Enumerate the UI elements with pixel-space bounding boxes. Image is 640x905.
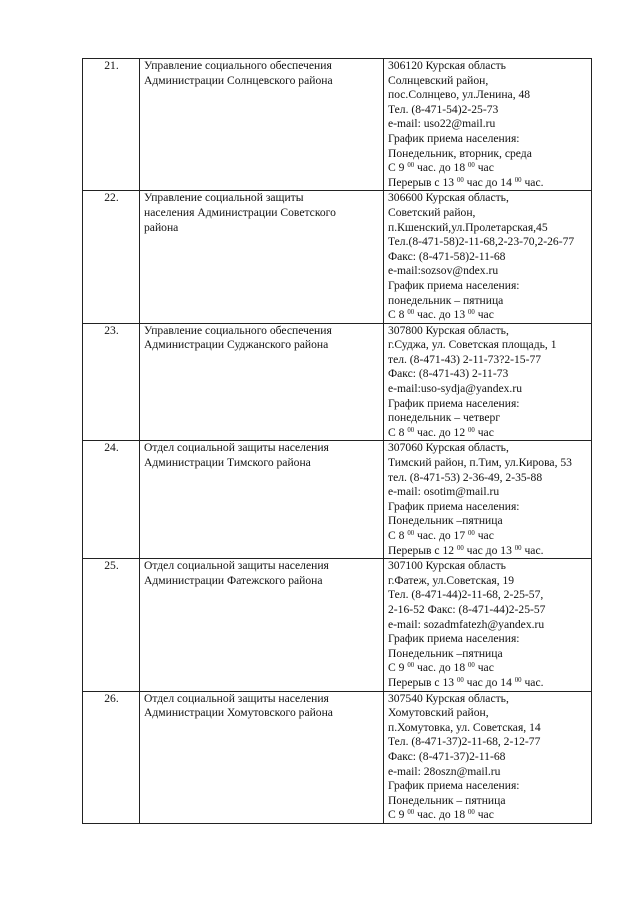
table-row [83,559,592,691]
contact-line [388,618,588,633]
contact-text: час. [521,543,544,557]
contact-line [388,471,588,486]
contact-text: 307540 Курская область, [388,691,509,705]
contact-text: Солнцевский район, [388,73,489,87]
contact-text: e-mail: 28oszn@mail.ru [388,764,501,778]
contact-line [388,485,588,500]
office-name-line: Отдел социальной защиты населения [144,559,329,573]
contact-line [388,750,588,765]
time-superscript: 00 [514,176,522,184]
contact-text: Тел. (8-471-54)2-25-73 [388,102,499,116]
contact-text: График приема населения: [388,278,520,292]
contact-line [388,161,588,176]
time-superscript: 00 [407,309,415,317]
contact-line [388,367,588,382]
contact-text: час [474,308,494,322]
office-name-line: Отдел социальной защиты населения [144,441,329,455]
office-contact-cell [384,691,592,823]
contact-text: час до 14 [463,175,515,189]
contact-line [388,661,588,676]
contact-text: Перерыв с 13 [388,675,457,689]
row-number: 23. [83,323,140,441]
contact-line [388,88,588,103]
contact-text: час. до 18 [414,161,469,175]
contact-text: 306600 Курская область, [388,191,509,205]
contact-text: Понедельник –пятница [388,646,503,660]
contact-line [388,676,588,691]
time-superscript: 00 [456,676,464,684]
contact-line [388,59,588,74]
contact-text: С 9 [388,808,408,822]
contact-text: час. [521,675,544,689]
contact-text: Факс: (8-471-43) 2-11-73 [388,367,509,381]
contact-line [388,808,588,823]
row-number: 21. [83,59,140,191]
row-number: 26. [83,691,140,823]
time-superscript: 00 [468,426,475,434]
contact-text: час. до 18 [414,808,469,822]
table-body [83,59,592,824]
contact-text: п.Хомутовка, ул. Советская, 14 [388,720,541,734]
contact-text: час. до 17 [414,529,469,542]
time-superscript: 00 [456,544,464,552]
contact-text: Понедельник –пятница [388,514,503,528]
contact-text: час. до 12 [414,425,469,439]
contact-text: Тел. (8-471-37)2-11-68, 2-12-77 [388,735,541,749]
contact-line [388,353,588,368]
contact-text: Тел.(8-471-58)2-11-68,2-23-70,2-26-77 [388,235,575,249]
contact-text: e-mail: sozadmfatezh@yandex.ru [388,617,545,631]
office-name-cell [140,441,384,559]
contact-text: e-mail: uso22@mail.ru [388,117,496,131]
office-name-cell [140,59,384,191]
contact-text: час [474,529,494,542]
contact-line [388,794,588,809]
contact-text: тел. (8-471-43) 2-11-73?2-15-77 [388,352,542,366]
contact-line [388,765,588,780]
contact-line [388,721,588,736]
office-name-cell [140,691,384,823]
contact-line [388,294,588,309]
time-superscript: 00 [407,162,415,170]
contact-text: пос.Солнцево, ул.Ленина, 48 [388,88,531,102]
office-name-line: Управление социального обеспечения [144,59,332,72]
contact-text: час. [521,175,544,189]
contact-text: тел. (8-471-53) 2-36-49, 2-35-88 [388,470,543,484]
contact-line [388,176,588,191]
contact-text: С 8 [388,425,408,439]
contact-line [388,206,588,221]
time-superscript: 00 [514,544,522,552]
contact-text: 2-16-52 Факс: (8-471-44)2-25-57 [388,602,546,616]
time-superscript: 00 [468,809,475,817]
time-superscript: 00 [407,662,415,670]
table-row [83,59,592,191]
contact-line [388,632,588,647]
office-name-cell [140,559,384,691]
contact-text: Факс: (8-471-37)2-11-68 [388,749,506,763]
contact-line [388,735,588,750]
office-contact-cell [384,323,592,441]
contact-line [388,779,588,794]
office-name-line: Отдел социальной защиты населения [144,691,329,705]
contact-line [388,191,588,206]
office-name-line: Администрации Хомутовского района [144,706,333,720]
office-name-line: Администрации Фатежского района [144,573,323,587]
contact-text: час до 13 [463,543,515,557]
contact-text: 307060 Курская область, [388,441,509,455]
contact-text: Хомутовский район, [388,706,489,720]
contact-line [388,250,588,265]
office-name-cell [140,323,384,441]
contact-text: час [474,808,494,822]
contact-line [388,308,588,323]
contact-line [388,500,588,515]
contact-line [388,574,588,589]
time-superscript: 00 [468,662,475,670]
contact-line [388,74,588,89]
contact-text: понедельник – четверг [388,411,501,425]
contact-text: Перерыв с 12 [388,543,457,557]
contact-text: График приема населения: [388,131,520,145]
contact-text: График приема населения: [388,396,520,410]
contact-text: г.Суджа, ул. Советская площадь, 1 [388,338,557,352]
contact-line [388,279,588,294]
offices-table [82,58,592,824]
contact-line [388,647,588,662]
contact-line [388,338,588,353]
contact-text: Перерыв с 13 [388,175,457,189]
contact-line [388,692,588,707]
office-name-line: Управление социальной защиты [144,191,304,205]
contact-line [388,426,588,441]
office-name-line: Администрации Солнцевского района [144,73,333,87]
contact-text: понедельник – пятница [388,293,504,307]
table-row [83,441,592,559]
office-name-line: Управление социального обеспечения [144,323,332,337]
contact-line [388,544,588,559]
contact-line [388,397,588,412]
office-name-line: Администрации Тимского района [144,456,311,470]
contact-line [388,147,588,162]
contact-line [388,411,588,426]
contact-line [388,603,588,618]
contact-text: час [474,425,494,439]
office-name-line: Администрации Суджанского района [144,338,329,352]
office-contact-cell [384,559,592,691]
contact-text: час [474,661,494,675]
contact-line [388,382,588,397]
contact-text: час. до 13 [414,308,469,322]
contact-text: Советский район, [388,205,476,219]
office-name-line: населения Администрации Советского [144,205,336,219]
contact-text: e-mail: osotim@mail.ru [388,485,500,499]
contact-text: Тимский район, п.Тим, ул.Кирова, 53 [388,456,572,470]
office-name-line: района [144,220,179,234]
contact-line [388,529,588,544]
contact-text: Понедельник, вторник, среда [388,146,532,160]
contact-text: час. до 18 [414,661,469,675]
contact-text: 306120 Курская область [388,59,506,72]
contact-line [388,221,588,236]
time-superscript: 00 [407,809,415,817]
contact-line [388,559,588,574]
row-number: 22. [83,191,140,323]
contact-text: e-mail:uso-sydja@yandex.ru [388,382,522,396]
contact-text: С 8 [388,308,408,322]
contact-text: С 8 [388,529,408,542]
contact-text: г.Фатеж, ул.Советская, 19 [388,573,515,587]
contact-text: п.Кшенский,ул.Пролетарская,45 [388,220,548,234]
contact-text: С 9 [388,661,408,675]
contact-line [388,264,588,279]
time-superscript: 00 [468,309,475,317]
contact-line [388,706,588,721]
contact-text: Понедельник – пятница [388,793,506,807]
contact-line [388,117,588,132]
contact-text: График приема населения: [388,632,520,646]
row-number: 25. [83,559,140,691]
contact-line [388,324,588,339]
contact-text: График приема населения: [388,779,520,793]
time-superscript: 00 [456,176,464,184]
contact-line [388,132,588,147]
row-number: 24. [83,441,140,559]
time-superscript: 00 [514,676,522,684]
contact-text: e-mail:sozsov@ndex.ru [388,264,499,278]
office-name-cell [140,191,384,323]
contact-text: 307100 Курская область [388,559,506,573]
contact-line [388,103,588,118]
time-superscript: 00 [468,162,475,170]
time-superscript: 00 [468,530,475,537]
office-contact-cell [384,191,592,323]
time-superscript: 00 [407,530,415,537]
table-row [83,323,592,441]
office-contact-cell [384,59,592,191]
office-contact-cell [384,441,592,559]
table-row [83,191,592,323]
contact-line [388,456,588,471]
contact-text: час [474,161,494,175]
contact-text: С 9 [388,161,408,175]
contact-line [388,235,588,250]
contact-text: График приема населения: [388,499,520,513]
contact-line [388,441,588,456]
contact-line [388,514,588,529]
contact-text: 307800 Курская область, [388,323,509,337]
contact-text: час до 14 [463,675,515,689]
contact-line [388,588,588,603]
contact-text: Тел. (8-471-44)2-11-68, 2-25-57, [388,588,544,602]
table-row [83,691,592,823]
time-superscript: 00 [407,426,415,434]
contact-text: Факс: (8-471-58)2-11-68 [388,249,506,263]
